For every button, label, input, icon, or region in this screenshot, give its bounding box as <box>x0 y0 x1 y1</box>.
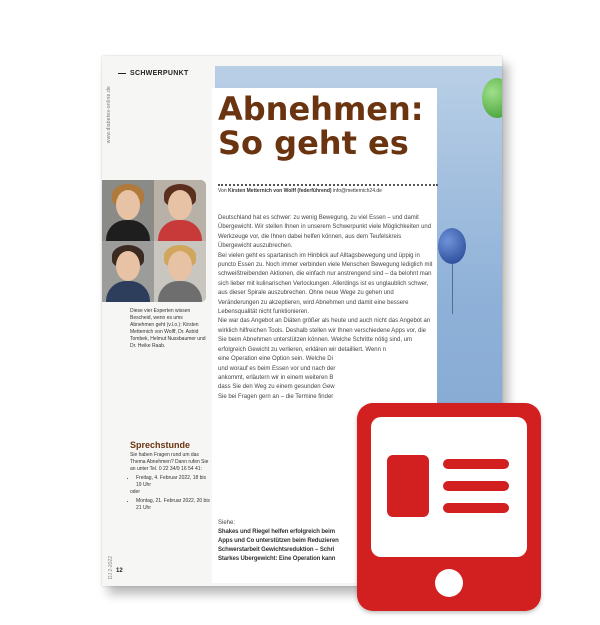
sprechstunde-dates <box>130 475 210 489</box>
portrait-photo <box>154 180 206 241</box>
page-number: 12 <box>116 568 123 574</box>
tablet-home-button-icon <box>435 569 463 597</box>
portrait-photo <box>154 241 206 302</box>
sprechstunde-date: • Montag, 21. Februar 2022, 20 bis 21 Uhr <box>136 498 210 512</box>
body-paragraph: Nie war das Angebot an Diäten größer als heute und auch nicht das Angebot an wirklich hilfreichen Tools. Deshalb stellen wir Ihnen verschiedene Apps vor, die Sie beim Abnehmen unterstützen können. Welche Schritte nötig sind, um erfolgreich Gewicht zu verlieren, erklären wir detailliert. Wenn n <box>218 318 431 353</box>
blue-balloon <box>438 228 466 264</box>
sprechstunde-box <box>130 440 210 512</box>
headline-line-1: Abnehmen: <box>218 90 424 128</box>
see-also-item: Apps und Co unterstützen beim Reduzieren <box>218 538 339 544</box>
dotted-divider <box>218 184 438 186</box>
see-also-item: Shakes und Riegel helfen erfolgreich beim <box>218 529 335 535</box>
article-body <box>218 214 436 402</box>
image-block-icon <box>387 455 429 517</box>
see-also-label: Siehe: <box>218 520 236 526</box>
body-paragraph: eine Operation eine Option sein. Welche Di <box>218 356 333 363</box>
epaper-tablet-icon[interactable] <box>357 403 541 611</box>
section-label: SCHWERPUNKT <box>118 70 189 77</box>
body-paragraph: dass Sie den Weg zu einem gesunden Gew <box>218 384 335 391</box>
byline-email: info@metternich24.de <box>331 188 382 194</box>
byline-author: Kirsten Metternich von Wolff (federführend) <box>228 188 332 194</box>
byline <box>218 188 443 194</box>
text-line-icon <box>443 503 509 513</box>
see-also-item: Starkes Übergewicht: Eine Operation kann <box>218 556 336 562</box>
issue-label: DJ 2-2022 <box>108 556 114 580</box>
body-paragraph: Bei vielen geht es spartanisch im Hinblick auf Alltagsbewegung und üppig in puncto Essen zu. Noch immer verbinden viele Menschen Bewegung lediglich mit schweißtreibenden Aktionen, die einfach nur anstrengend sind – da belohnt man sich lieber mit kulinarischen Verlockungen. Allerdings ist es unglaublich schwer, aus dieser Spirale auszubrechen. Ohne neue Wege zu gehen und Veränderungen zu akzeptieren, wird Abnehmen und damit eine bessere Lebensqualität nicht funktionieren. <box>218 252 433 316</box>
body-paragraph: ankommt, erläutern wir in einem weiteren B <box>218 374 334 381</box>
balloon-string <box>452 264 453 314</box>
text-line-icon <box>443 481 509 491</box>
sprechstunde-title: Sprechstunde <box>130 440 191 450</box>
headline <box>218 92 443 160</box>
portrait-photo <box>102 180 154 241</box>
see-also-item: Schwerstarbeit Gewichtsreduktion – Schri <box>218 547 335 553</box>
body-paragraph: Sie bei Fragen gern an – die Termine finder <box>218 393 334 400</box>
headline-line-2: So geht es <box>218 124 409 162</box>
sprechstunde-dates-2 <box>130 498 210 512</box>
tablet-screen-icon <box>371 417 527 557</box>
byline-prefix: Von <box>218 188 229 194</box>
sprechstunde-date: • Freitag, 4. Februar 2022, 18 bis 19 Uhr <box>136 475 210 489</box>
body-paragraph: und worauf es beim Essen vor und nach der <box>218 365 336 372</box>
side-url: www.diabetes-online.de <box>106 86 112 144</box>
text-line-icon <box>443 459 509 469</box>
sprechstunde-intro: Sie haben Fragen rund um das Thema Abnehmen? Dann rufen Sie an unter Tel. 0 22 34/9 16 54 41: <box>130 452 209 472</box>
sprechstunde-or: oder <box>130 489 141 495</box>
portrait-photo <box>102 241 154 302</box>
expert-photo-grid <box>102 180 206 302</box>
photo-caption: Diese vier Experten wissen Bescheid, wenn es ums Abnehmen geht (v.l.o.): Kirsten Metternich von Wolff, Dr. Astrid Tombek, Helmut Nussbaumer und Dr. Heike Raab. <box>130 308 206 349</box>
body-paragraph: Deutschland hat es schwer: zu wenig Bewegung, zu viel Essen – und damit Übergewicht. Wir stellen Ihnen in unserem Schwerpunkt viele Möglichkeiten und Werkzeuge vor, die Ihnen dabei helfen können, aus dem Teufelskreis Übergewicht auszubrechen. <box>218 215 432 250</box>
